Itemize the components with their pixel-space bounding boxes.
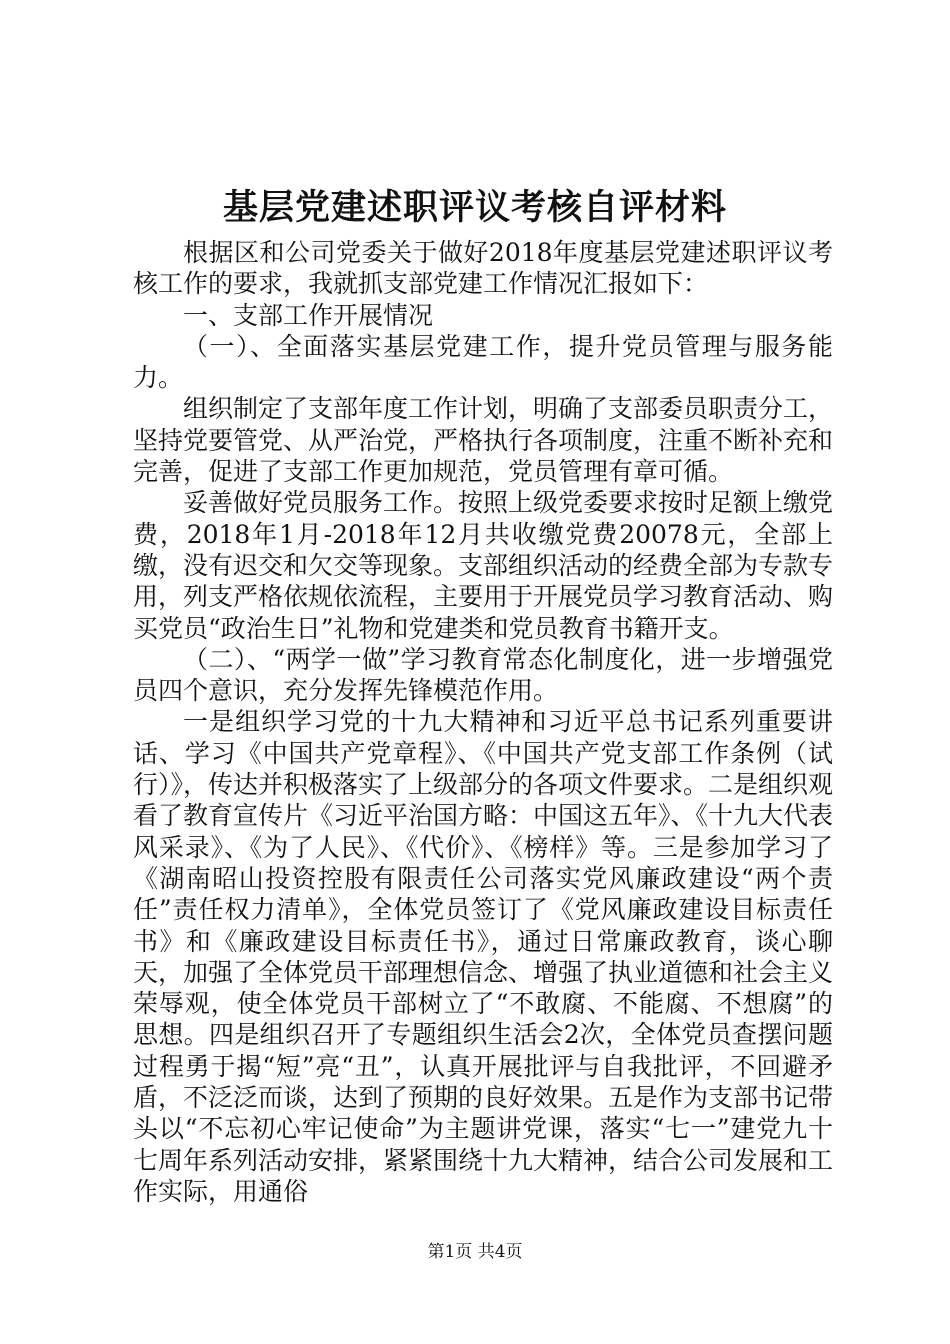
- subsection-heading-1: （一）、全面落实基层党建工作，提升党员管理与服务能力。: [133, 331, 833, 393]
- subsection-heading-2: （二）、“两学一做”学习教育常态化制度化，进一步增强党员四个意识，充分发挥先锋模范作用。: [133, 644, 833, 706]
- page-number-footer: 第1页 共4页: [427, 1242, 523, 1262]
- paragraph-member-service: 妥善做好党员服务工作。按照上级党委要求按时足额上缴党费，2018年1月-2018年12月共收缴党费20078元，全部上缴，没有迟交和欠交等现象。支部组织活动的经费全部为专款专用，列支严格依规依流程，主要用于开展党员学习教育活动、购买党员“政治生日”礼物和党建类和党员教育书籍开支。: [133, 488, 834, 643]
- paragraph-work-plan: 组织制定了支部年度工作计划，明确了支部委员职责分工，坚持党要管党、从严治党，严格执行各项制度，注重不断补充和完善，促进了支部工作更加规范，党员管理有章可循。: [133, 394, 834, 487]
- document-title: 基层党建述职评议考核自评材料: [222, 187, 727, 228]
- document-body: [133, 237, 833, 1207]
- section-heading-1: 一、支部工作开展情况: [183, 300, 434, 330]
- paragraph-intro: 根据区和公司党委关于做好2018年度基层党建述职评议考核工作的要求，我就抓支部党建工作情况汇报如下：: [133, 238, 833, 299]
- paragraph-study-activities: 一是组织学习党的十九大精神和习近平总书记系列重要讲话、学习《中国共产党章程》、《中国共产党支部工作条例（试行）》，传达并积极落实了上级部分的各项文件要求。二是组织观看了教育宣传片《习近平治国方略：中国这五年》、《十九大代表风采录》、《为了人民》、《代价》、《榜样》等。三是参加学习了《湖南昭山投资控股有限责任公司落实党风廉政建设“两个责任”责任权力清单》，全体党员签订了《党风廉政建设目标责任书》和《廉政建设目标责任书》，通过日常廉政教育，谈心聊天，加强了全体党员干部理想信念、增强了执业道德和社会主义荣辱观，使全体党员干部树立了“不敢腐、不能腐、不想腐”的思想。四是组织召开了专题组织生活会2次，全体党员查摆问题过程勇于揭“短”亮“丑”，认真开展批评与自我批评，不回避矛盾，不泛泛而谈，达到了预期的良好效果。五是作为支部书记带头以“不忘初心牢记使命”为主题讲党课，落实“七一”建党九十七周年系列活动安排，紧紧围绕十九大精神，结合公司发展和工作实际，用通俗: [133, 707, 834, 1206]
